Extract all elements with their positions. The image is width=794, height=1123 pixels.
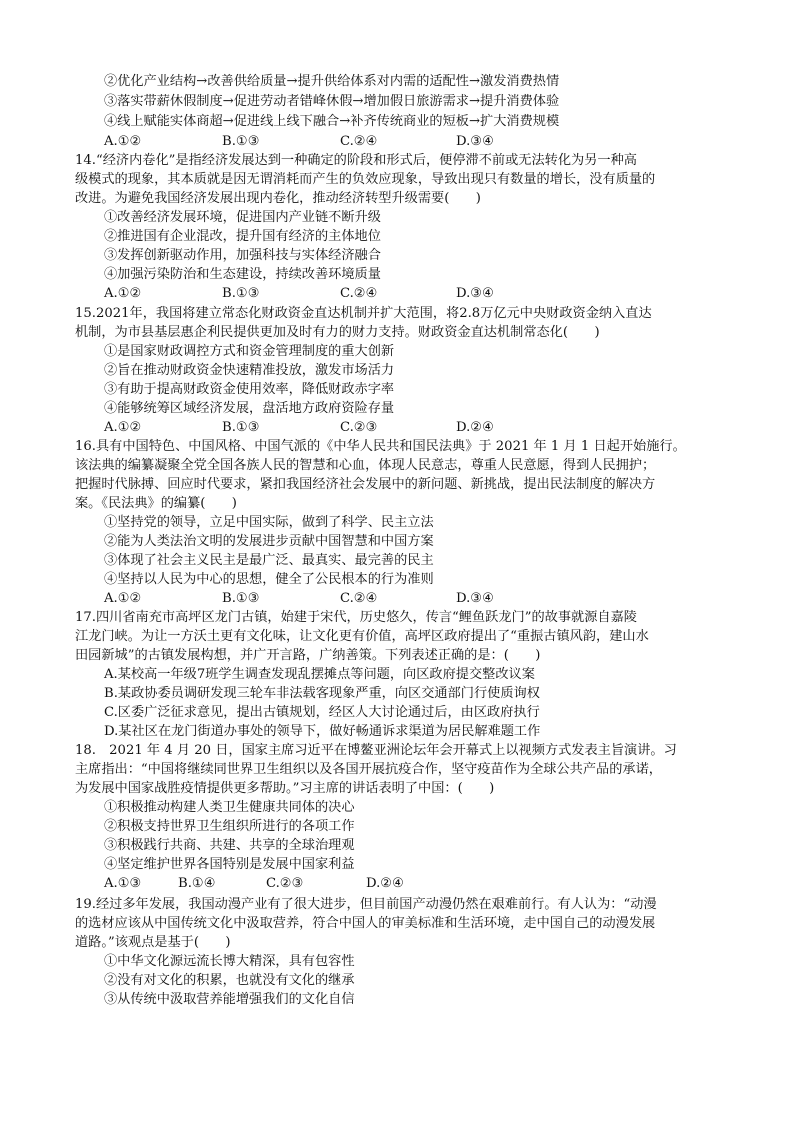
q18-stem-line-1: 18. 2021 年 4 月 20 日，国家主席习近平在博鳌亚洲论坛年会开幕式上以视频方式发表主旨演讲。习 xyxy=(75,743,677,758)
q14-stem-line-3: 改进。为避免我国经济发展出现内卷化，推动经济转型升级需要( ) xyxy=(75,191,481,206)
q17-stem-line-1: 17.四川省南充市高坪区龙门古镇，始建于宋代，历史悠久，传言“鲤鱼跃龙门”的故事就源自嘉陵 xyxy=(75,610,637,625)
q15-item-4: ④能够统筹区域经济发展，盘活地方政府资险存量 xyxy=(104,401,395,416)
q14-stem-line-1: 14.“经济内卷化”是指经济发展达到一种确定的阶段和形式后，便停滞不前或无法转化为另一种高 xyxy=(75,153,637,168)
option-d: D.③④ xyxy=(456,591,494,606)
q15-item-3: ③有助于提高财政资金使用效率，降低财政赤字率 xyxy=(104,382,395,397)
q17-stem-line-2: 江龙门峡。为让一方沃土更有文化味，让文化更有价值，高坪区政府提出了“重振古镇风韵，建山水 xyxy=(75,629,649,644)
q17-option-c: C.区委广泛征求意见，提出古镇规划，经区人大讨论通过后，由区政府执行 xyxy=(104,705,540,720)
q16-stem-line-3: 把握时代脉搏、回应时代要求，紧扣我国经济社会发展中的新问题、新挑战，提出民法制度的解决方 xyxy=(75,477,656,492)
q18-stem-line-2: 主席指出：“中国将继续同世界卫生组织以及各国开展抗疫合作，坚守疫苗作为全球公共产品的承诺， xyxy=(75,762,662,777)
option-d: D.③④ xyxy=(456,134,494,149)
q18-item-2: ②积极支持世界卫生组织所进行的各项工作 xyxy=(104,819,355,834)
q17-option-d: D.某社区在龙门街道办事处的领导下，做好畅通诉求渠道为居民解难题工作 xyxy=(104,724,541,739)
q16-stem-line-4: 案。《民法典》的编纂( ) xyxy=(75,496,237,511)
q15-stem-line-1: 15.2021年，我国将建立常态化财政资金直达机制并扩大范围，将2.8万亿元中央财政资金纳入直达 xyxy=(75,306,652,321)
option-d: D.②④ xyxy=(366,876,404,891)
q16-item-4: ④坚持以人民为中心的思想，健全了公民根本的行为准则 xyxy=(104,572,434,587)
q13-options xyxy=(104,132,724,152)
q18-stem-line-3: 为发展中国家战胜疫情提供更多帮助。”习主席的讲话表明了中国：( ) xyxy=(75,781,495,796)
q16-item-2: ②能为人类法治文明的发展进步贡献中国智慧和中国方案 xyxy=(104,534,434,549)
option-d: D.②④ xyxy=(456,420,494,435)
q16-options xyxy=(104,589,724,609)
option-b: B.①④ xyxy=(178,876,216,891)
option-c: C.②④ xyxy=(340,134,378,149)
option-a: A.①③ xyxy=(104,876,142,891)
q19-stem-line-2: 的选材应该从中国传统文化中汲取营养，符合中国人的审美标准和生活环境，走中国自己的动漫发展 xyxy=(75,916,656,931)
q14-options xyxy=(104,284,724,304)
option-c: C.②③ xyxy=(340,420,378,435)
q19-item-1: ①中华文化源远流长博大精深，具有包容性 xyxy=(104,954,355,969)
q13-item-4: ④线上赋能实体商超→促进线上线下融合→补齐传统商业的短板→扩大消费规模 xyxy=(104,114,560,129)
option-a: A.①② xyxy=(104,134,142,149)
option-b: B.①③ xyxy=(222,420,260,435)
q13-item-2: ②优化产业结构→改善供给质量→提升供给体系对内需的适配性→激发消费热情 xyxy=(104,74,560,89)
option-c: C.②④ xyxy=(340,591,378,606)
q18-item-3: ③积极践行共商、共建、共享的全球治理观 xyxy=(104,838,355,853)
option-a: A.①② xyxy=(104,286,142,301)
q13-item-3: ③落实带薪休假制度→促进劳动者错峰休假→增加假日旅游需求→提升消费体验 xyxy=(104,94,560,109)
q14-item-2: ②推进国有企业混改，提升国有经济的主体地位 xyxy=(104,229,381,244)
q16-item-3: ③体现了社会主义民主是最广泛、最真实、最完善的民主 xyxy=(104,553,434,568)
q17-option-a: A.某校高一年级7班学生调查发现乱摆摊点等问题，向区政府提交整改议案 xyxy=(104,667,535,682)
option-b: B.①③ xyxy=(222,591,260,606)
q16-stem-line-1: 16.具有中国特色、中国风格、中国气派的《中华人民共和国民法典》于 2021 年 1 月 1 日起开始施行。 xyxy=(75,439,686,454)
option-d: D.③④ xyxy=(456,286,494,301)
q16-stem-line-2: 该法典的编纂凝聚全党全国各族人民的智慧和心血，体现人民意志，尊重人民意愿，得到人民拥护； xyxy=(75,458,656,473)
q19-stem-line-3: 道路。”该观点是基于( ) xyxy=(75,935,231,950)
q14-item-4: ④加强污染防治和生态建设，持续改善环境质量 xyxy=(104,267,381,282)
option-b: B.①③ xyxy=(222,286,260,301)
option-b: B.①③ xyxy=(222,134,260,149)
q18-item-4: ④坚定维护世界各国特别是发展中国家利益 xyxy=(104,857,355,872)
q15-item-2: ②旨在推动财政资金快速精准投放，激发市场活力 xyxy=(104,363,395,378)
q19-item-2: ②没有对文化的积累，也就没有文化的继承 xyxy=(104,973,355,988)
q19-stem-line-1: 19.经过多年发展，我国动漫产业有了很大进步，但目前国产动漫仍然在艰难前行。有人认为：“动漫 xyxy=(75,897,657,912)
q14-item-3: ③发挥创新驱动作用，加强科技与实体经济融合 xyxy=(104,248,381,263)
option-a: A.①② xyxy=(104,420,142,435)
q14-item-1: ①改善经济发展环境，促进国内产业链不断升级 xyxy=(104,210,381,225)
q15-stem-line-2: 机制，为市县基层惠企利民提供更加及时有力的财力支持。财政资金直达机制常态化( ) xyxy=(75,325,600,340)
q15-item-1: ①是国家财政调控方式和资金管理制度的重大创新 xyxy=(104,344,395,359)
q18-options xyxy=(104,874,724,894)
q15-options xyxy=(104,418,724,438)
q17-stem-line-3: 田园新城”的古镇发展构想，并广开言路，广纳善策。下列表述正确的是：( ) xyxy=(75,648,541,663)
q17-option-b: B.某政协委员调研发现三轮车非法载客现象严重，向区交通部门行使质询权 xyxy=(104,686,540,701)
option-c: C.②③ xyxy=(266,876,304,891)
q18-item-1: ①积极推动构建人类卫生健康共同体的决心 xyxy=(104,800,355,815)
option-c: C.②④ xyxy=(340,286,378,301)
q14-stem-line-2: 级模式的现象，其本质就是因无谓消耗而产生的负效应现象，导致出现只有数量的增长，没有质量的 xyxy=(75,172,656,187)
option-a: A.①② xyxy=(104,591,142,606)
q19-item-3: ③从传统中汲取营养能增强我们的文化自信 xyxy=(104,992,355,1007)
q16-item-1: ①坚持党的领导，立足中国实际，做到了科学、民主立法 xyxy=(104,515,434,530)
